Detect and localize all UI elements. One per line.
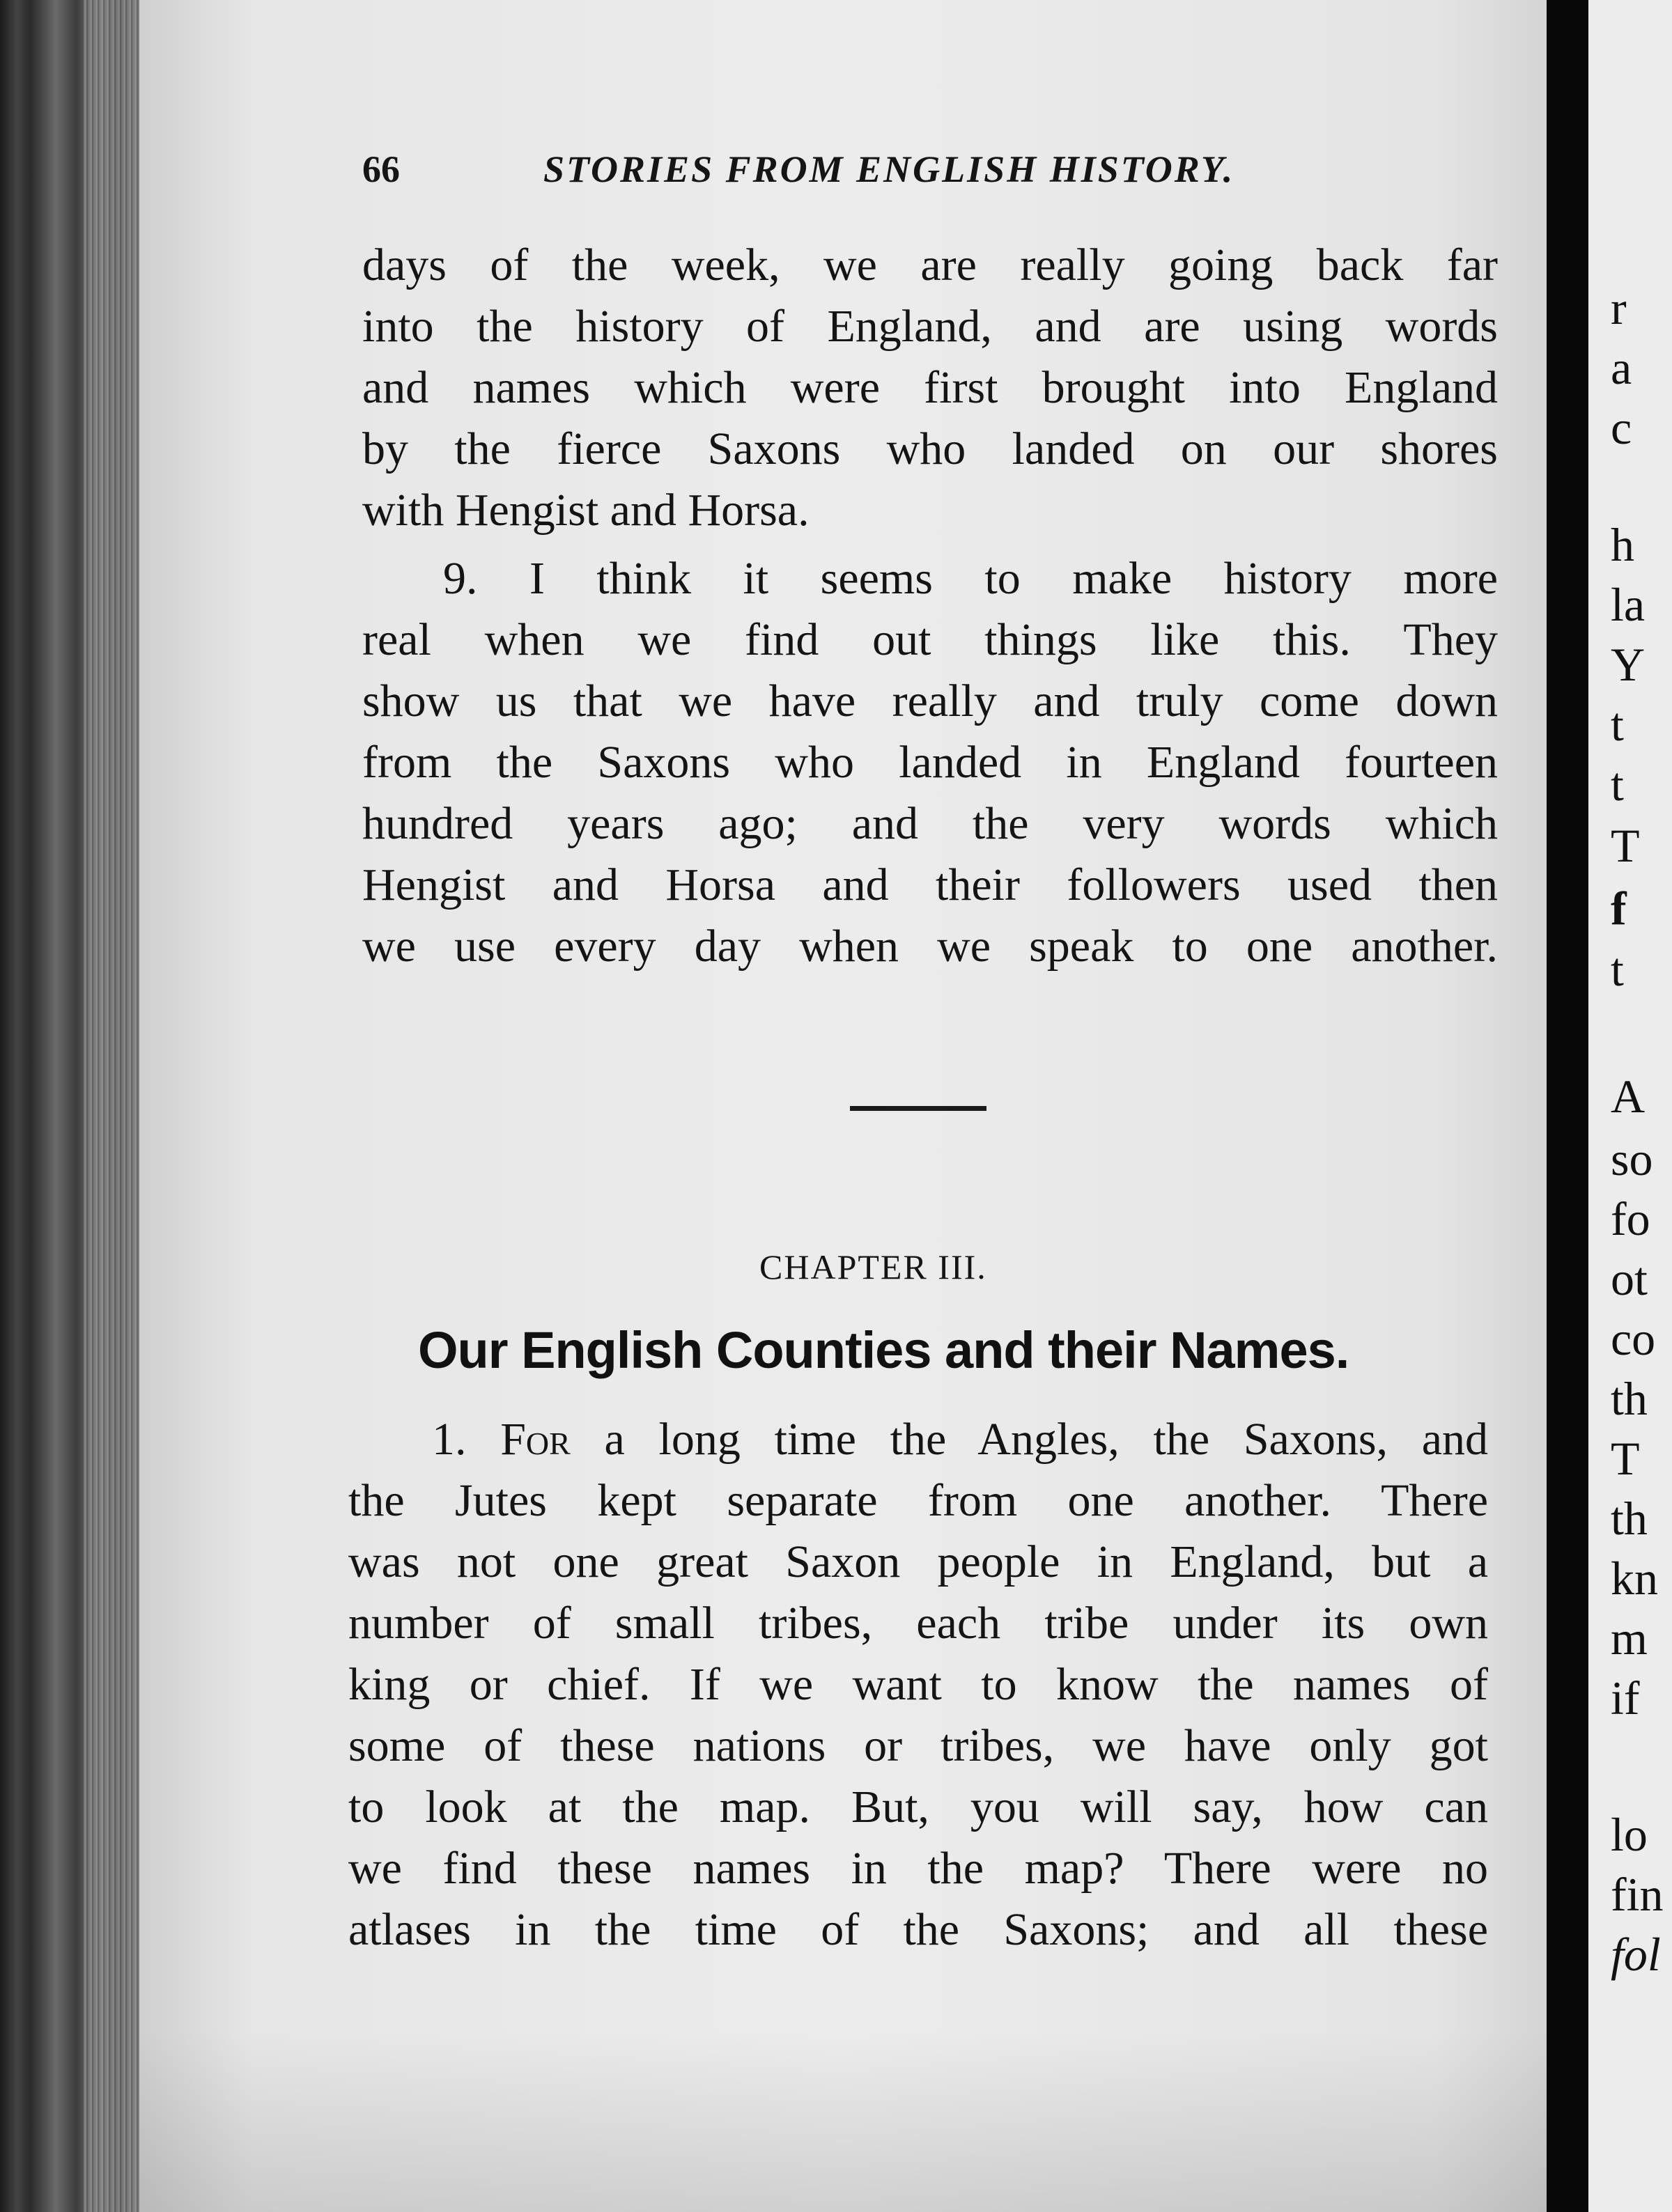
running-head (362, 148, 1338, 203)
page-number: 66 (362, 148, 400, 190)
text-line: we find these names in the map? There were no (348, 1843, 1488, 1894)
facing-page-letter: if (1611, 1672, 1640, 1724)
chapter-title: Our English Counties and their Names. (418, 1321, 1349, 1379)
text-line: king or chief. If we want to know the names of (348, 1659, 1488, 1710)
facing-page-letter: co (1611, 1312, 1656, 1365)
text-line: from the Saxons who landed in England fourteen (362, 737, 1498, 788)
facing-page-letter: Y (1611, 638, 1646, 691)
facing-page-letter: r (1611, 281, 1627, 334)
text-line: real when we find out things like this. They (362, 614, 1498, 665)
text-line: show us that we have really and truly come down (362, 676, 1498, 726)
facing-page-letter: t (1611, 758, 1624, 811)
facing-page-fragment (1588, 0, 1672, 2212)
text-line: to look at the map. But, you will say, how can (348, 1782, 1488, 1832)
text-line: we use every day when we speak to one another. (362, 921, 1498, 972)
text-line (432, 1414, 1489, 1465)
page-edges (84, 0, 139, 2212)
section-divider (850, 1106, 986, 1111)
facing-page-letter: th (1611, 1372, 1648, 1425)
text-line-rest: a long time the Angles, the Saxons, and (604, 1414, 1489, 1465)
text-line: was not one great Saxon people in England, but a (348, 1536, 1488, 1587)
facing-page-letter: t (1611, 698, 1624, 751)
facing-page-letter: fin (1611, 1868, 1664, 1921)
running-title: STORIES FROM ENGLISH HISTORY. (543, 148, 1235, 190)
facing-page-letter: lo (1611, 1808, 1648, 1861)
facing-page-letter: a (1611, 341, 1632, 394)
text-line: by the fierce Saxons who landed on our shores (362, 423, 1498, 474)
facing-page-letter: f (1611, 882, 1627, 935)
text-line: the Jutes kept separate from one another. There (348, 1475, 1488, 1526)
facing-page-letter: la (1611, 578, 1646, 631)
facing-page-letter: fol (1611, 1928, 1661, 1981)
text-line: number of small tribes, each tribe under its own (348, 1598, 1488, 1649)
facing-page-letter: th (1611, 1492, 1648, 1545)
text-line: atlases in the time of the Saxons; and all these (348, 1904, 1488, 1955)
facing-page-letter: m (1611, 1612, 1648, 1665)
facing-page-letter: fo (1611, 1192, 1650, 1245)
facing-page-letter: c (1611, 401, 1632, 454)
facing-page-letter: T (1611, 1432, 1640, 1485)
gutter-shadow (1547, 0, 1588, 2212)
facing-page-letter: h (1611, 518, 1634, 571)
text-line: Hengist and Horsa and their followers used then (362, 859, 1498, 910)
facing-page-letter: ot (1611, 1252, 1648, 1305)
text-line: with Hengist and Horsa. (362, 485, 810, 536)
facing-page-letter: kn (1611, 1552, 1658, 1605)
drop-word: For (500, 1414, 571, 1465)
text-line: and names which were first brought into England (362, 362, 1498, 413)
text-line: hundred years ago; and the very words which (362, 798, 1498, 849)
text-line: days of the week, we are really going back far (362, 240, 1498, 290)
text-line: some of these nations or tribes, we have only got (348, 1720, 1488, 1771)
paragraph-number: 1. (432, 1414, 467, 1465)
facing-page-letter: so (1611, 1132, 1653, 1185)
text-line: 9. I think it seems to make history more (443, 553, 1498, 604)
chapter-number: CHAPTER III. (759, 1247, 987, 1286)
text-line: into the history of England, and are using words (362, 301, 1498, 352)
facing-page-letter: T (1611, 819, 1640, 872)
facing-page-letter: A (1611, 1070, 1646, 1123)
facing-page-letter: t (1611, 943, 1624, 996)
